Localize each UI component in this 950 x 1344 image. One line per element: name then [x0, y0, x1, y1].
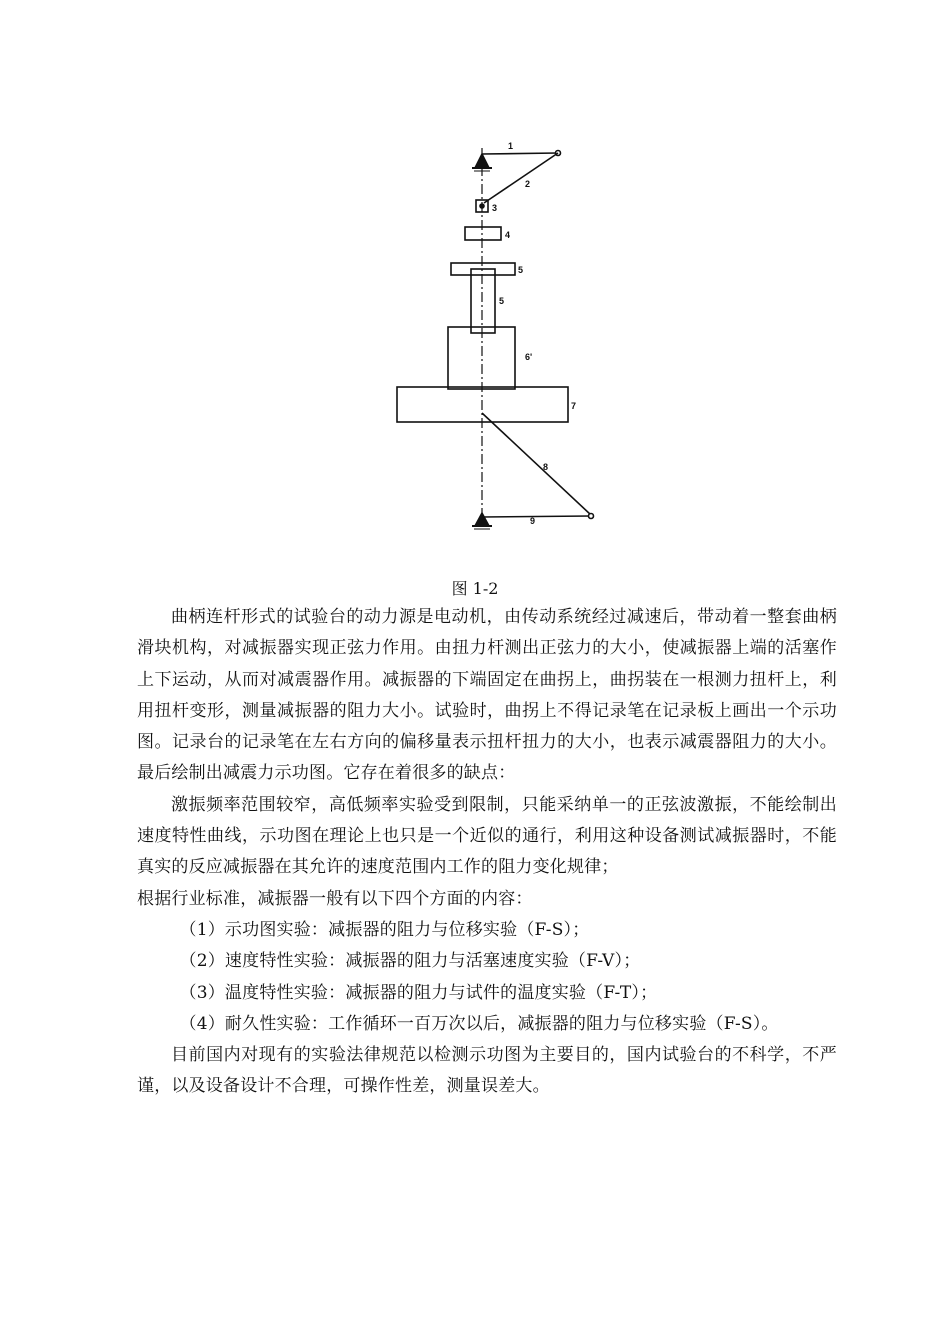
- label-9: 9: [530, 516, 536, 526]
- label-6: 6': [525, 352, 533, 362]
- top-pivot: [475, 154, 489, 168]
- plate-4: [465, 227, 501, 240]
- crank-test-rig-diagram: [380, 128, 630, 568]
- bottom-pivot: [475, 513, 489, 526]
- list-item-3: （3）温度特性实验：减振器的阻力与试件的温度实验（F-T）；: [179, 982, 658, 1003]
- label-7: 7: [571, 401, 577, 411]
- paragraph-3: 根据行业标准，减振器一般有以下四个方面的内容：: [137, 888, 533, 909]
- link-1: [482, 153, 558, 154]
- mechanism-figure: [380, 128, 630, 568]
- paragraph-closing: 目前国内对现有的实验法律规范以检测示功图为主要目的，国内试验台的不科学，不严谨，以及设备设计不合理，可操作性差，测量误差大。: [137, 1045, 837, 1097]
- link-2: [484, 153, 558, 203]
- list-item-2: （2）速度特性实验：减振器的阻力与活塞速度实验（F-V）；: [179, 951, 641, 972]
- paragraph-1: 曲柄连杆形式的试验台的动力源是电动机，由传动系统经过减速后，带动着一整套曲柄滑块机构，对减振器实现正弦力作用。由扭力杆测出正弦力的大小，使减振器上端的活塞作上下运动，从而对减震器作用。减振器的下端固定在曲拐上，曲拐装在一根测力扭杆上，利用扭杆变形，测量减振器的阻力大小。试验时，曲拐上不得记录笔在记录板上画出一个示功图。记录台的记录笔在左右方向的偏移量表示扭杆扭力的大小，也表示减震器阻力的大小。最后绘制出减震力示功图。它存在着很多的缺点：: [137, 607, 837, 784]
- list-item-1: （1）示功图实验：减振器的阻力与位移实验（F-S）；: [179, 919, 590, 940]
- link-8: [482, 413, 591, 515]
- piston-rod-5: [471, 269, 495, 333]
- paragraph-2: 激振频率范围较窄，高低频率实验受到限制，只能采纳单一的正弦波激振，不能绘制出速度特性曲线，示功图在理论上也只是一个近似的通行，利用这种设备测试减振器时，不能真实的反应减振器在其允许的速度范围内工作的阻力变化规律；: [137, 794, 837, 878]
- label-5a: 5: [518, 265, 524, 275]
- joint-9: [589, 514, 594, 519]
- label-3: 3: [492, 203, 498, 213]
- label-8: 8: [543, 462, 549, 472]
- figure-caption: 图 1-2: [451, 579, 499, 598]
- list-item-4: （4）耐久性实验：工作循环一百万次以后，减振器的阻力与位移实验（F-S）。: [179, 1013, 779, 1034]
- link-9: [482, 516, 591, 517]
- body-text: [137, 602, 837, 1103]
- label-4: 4: [505, 230, 511, 240]
- label-2: 2: [525, 179, 531, 189]
- label-1: 1: [508, 141, 514, 151]
- label-5b: 5: [499, 296, 505, 306]
